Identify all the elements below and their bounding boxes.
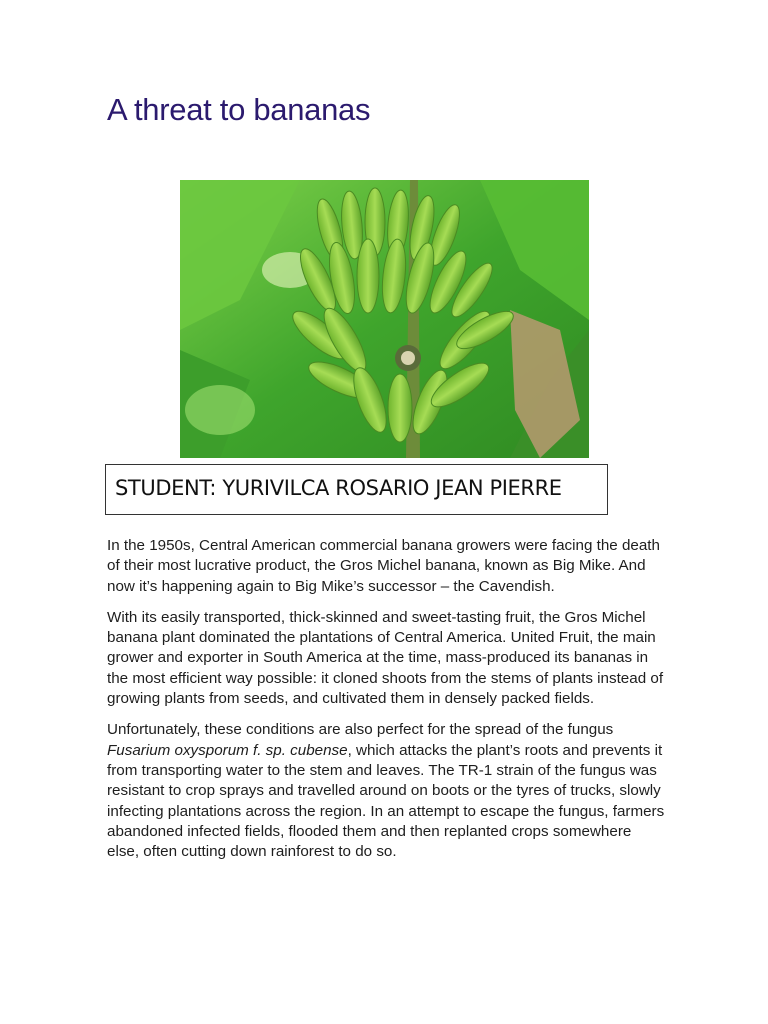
article-body — [107, 536, 667, 873]
paragraph-3-end: , which attacks the plant’s roots and prevents it from transporting water to the stem and leaves. The TR-1 strain of the fungus was resistant to crop sprays and travelled around on boots or the tyres of trucks, slowly infecting plantations across the region. In an attempt to escape the fungus, farmers abandoned infected fields, flooded them and then replanted crops somewhere else, often cutting down rainforest to do so. — [107, 741, 665, 861]
paragraph-3 — [107, 720, 667, 862]
paragraph-3-start: Unfortunately, these conditions are also perfect for the spread of the fungus — [107, 721, 614, 739]
page-title: A threat to bananas — [107, 92, 371, 127]
banana-bunch-illustration — [180, 180, 589, 458]
student-name-label: STUDENT: YURIVILCA ROSARIO JEAN PIERRE — [115, 476, 562, 500]
banana-photo — [180, 180, 589, 458]
fungus-species-name: Fusarium oxysporum f. sp. cubense — [107, 741, 348, 759]
paragraph-1: In the 1950s, Central American commercial banana growers were facing the death of their most lucrative product, the Gros Michel banana, known as Big Mike. And now it’s happening again to Big Mike’s successor – the Cavendish. — [107, 537, 660, 595]
paragraph-2: With its easily transported, thick-skinned and sweet-tasting fruit, the Gros Michel banana plant dominated the plantations of Central America. United Fruit, the main grower and exporter in South America at the time, mass-produced its bananas in the most efficient way possible: it cloned shoots from the stems of plants instead of growing plants from seeds, and cultivated them in densely packed fields. — [107, 608, 664, 708]
student-name-box — [105, 464, 608, 515]
